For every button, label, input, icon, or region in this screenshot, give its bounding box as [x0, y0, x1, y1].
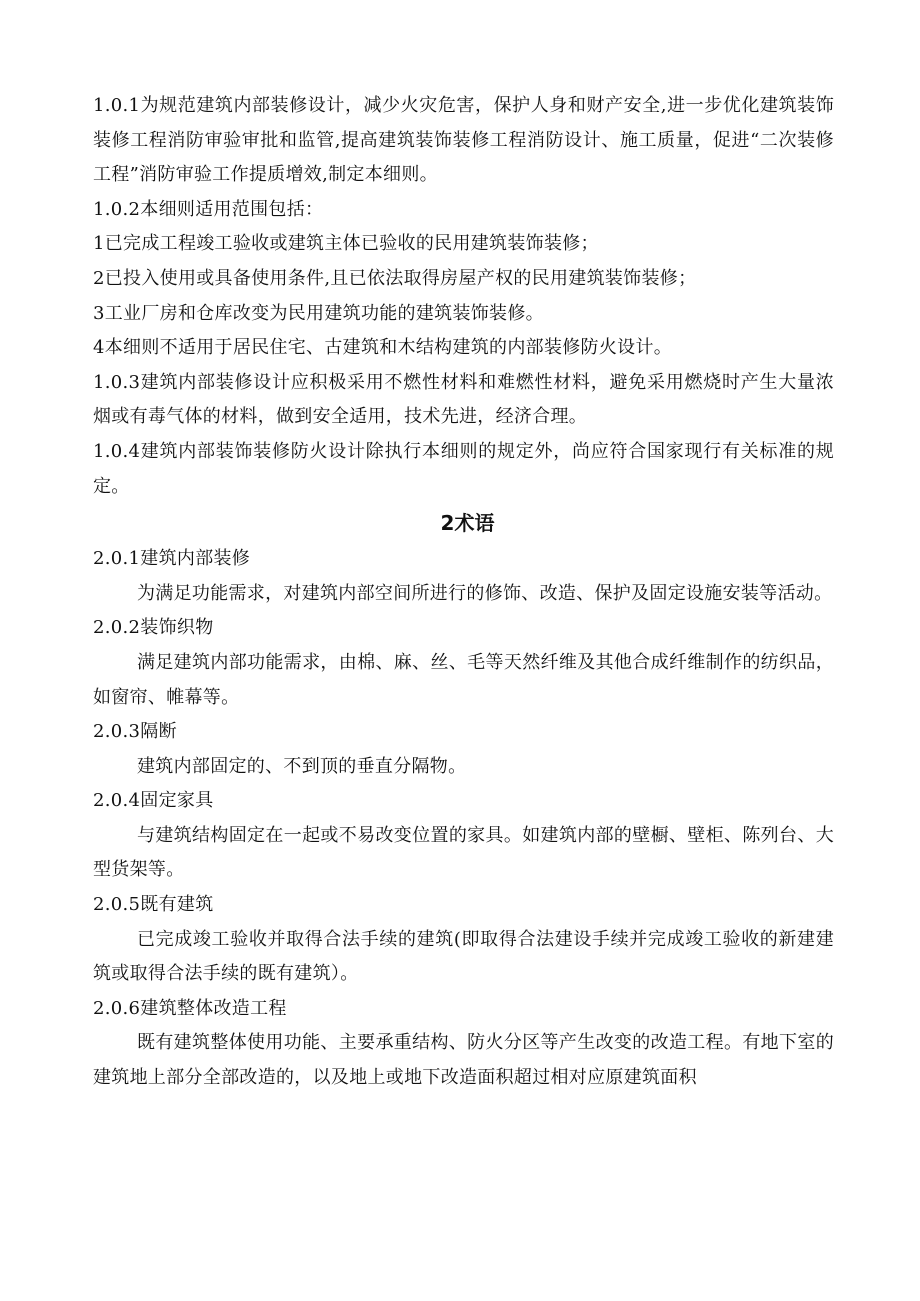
term-heading: 2.0.6建筑整体改造工程 [93, 997, 287, 1019]
section-title-terms: 2术语 [440, 511, 495, 536]
clause-1-0-1: 1.0.1为规范建筑内部装修设计，减少火灾危害，保护人身和财产安全,进一步优化建筑装饰装修工程消防审验审批和监管,提高建筑装饰装修工程消防设计、施工质量，促进“二次装修工程”消防审验工作提质增效,制定本细则。 [93, 95, 834, 186]
scope-item-1: 1已完成工程竣工验收或建筑主体已验收的民用建筑装饰装修； [93, 233, 599, 255]
scope-item-3: 3工业厂房和仓库改变为民用建筑功能的建筑装饰装修。 [93, 302, 544, 324]
term-definition: 为满足功能需求，对建筑内部空间所进行的修饰、改造、保护及固定设施安装等活动。 [137, 582, 833, 604]
term-definition: 既有建筑整体使用功能、主要承重结构、防火分区等产生改变的改造工程。有地下室的建筑地上部分全部改造的，以及地上或地下改造面积超过相对应原建筑面积 [93, 1032, 834, 1089]
clause-1-0-4: 1.0.4建筑内部装饰装修防火设计除执行本细则的规定外，尚应符合国家现行有关标准的规定。 [93, 440, 834, 497]
term-heading: 2.0.1建筑内部装修 [93, 548, 251, 570]
clause-1-0-2: 1.0.2本细则适用范围包括： [93, 198, 324, 220]
scope-item-2: 2已投入使用或具备使用条件,且已依法取得房屋产权的民用建筑装饰装修； [93, 267, 697, 289]
term-definition: 与建筑结构固定在一起或不易改变位置的家具。如建筑内部的壁橱、壁柜、陈列台、大型货架等。 [93, 824, 834, 881]
term-heading: 2.0.4固定家具 [93, 790, 214, 812]
term-heading: 2.0.5既有建筑 [93, 894, 214, 916]
term-definition: 满足建筑内部功能需求，由棉、麻、丝、毛等天然纤维及其他合成纤维制作的纺织品，如窗帘、帷幕等。 [93, 651, 834, 708]
term-definition: 已完成竣工验收并取得合法手续的建筑(即取得合法建设手续并完成竣工验收的新建建筑或取得合法手续的既有建筑）。 [93, 928, 834, 985]
scope-item-4: 4本细则不适用于居民住宅、古建筑和木结构建筑的内部装修防火设计。 [93, 337, 673, 359]
term-heading: 2.0.2装饰织物 [93, 617, 214, 639]
clause-1-0-3: 1.0.3建筑内部装修设计应积极采用不燃性材料和难燃性材料，避免采用燃烧时产生大量浓烟或有毒气体的材料，做到安全适用，技术先进，经济合理。 [93, 371, 834, 428]
term-definition: 建筑内部固定的、不到顶的垂直分隔物。 [137, 755, 467, 777]
term-heading: 2.0.3隔断 [93, 721, 177, 743]
